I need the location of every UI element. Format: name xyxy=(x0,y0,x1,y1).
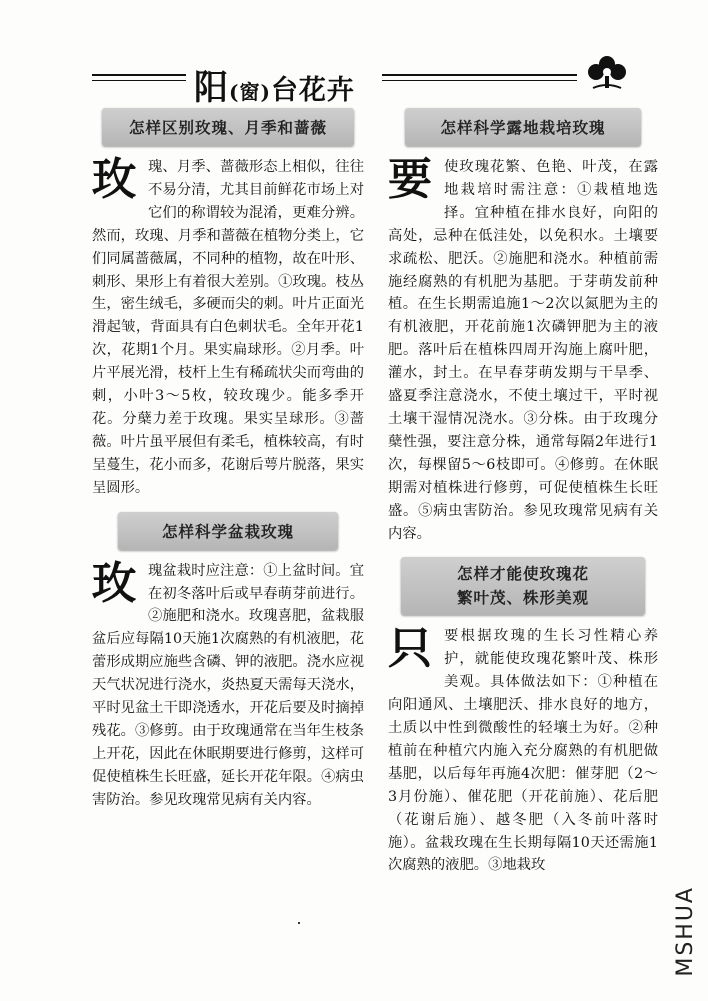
article-body xyxy=(92,156,364,500)
article-heading: 怎样科学盆栽玫瑰 xyxy=(118,512,338,550)
print-speck xyxy=(298,922,300,924)
page-header xyxy=(92,52,652,108)
article-text: 瑰盆栽时应注意：①上盆时间。宜在初冬落叶后或早春萌芽前进行。②施肥和浇水。玫瑰喜肥，盆栽服盆后应每隔10天施1次腐熟的有机液肥，花蕾形成期应施些含磷、钾的液肥。浇水应视天气状况进行浇水，炎热夏天需每天浇水，平时见盆土干即浇透水，开花后要及时摘掉残花。③修剪。由于玫瑰通常在当年生枝条上开花，因此在休眠期要进行修剪，这样可促使植株生长旺盛，延长开花年限。④病虫害防治。参见玫瑰常见病有关内容。 xyxy=(92,562,364,808)
article-heading: 怎样科学露地栽培玫瑰 xyxy=(405,108,641,146)
header-rule-left xyxy=(92,74,186,76)
drop-cap: 玫 xyxy=(92,154,134,205)
article-heading-line1: 怎样才能使玫瑰花 xyxy=(456,565,589,584)
section-title-paren: (窗) xyxy=(229,80,271,104)
left-column xyxy=(92,108,364,820)
article-heading: 怎样区别玫瑰、月季和蔷薇 xyxy=(102,108,354,146)
article-text: 使玫瑰花繁、色艳、叶茂，在露地栽培时需注意：①栽植地选择。宜种植在排水良好，向阳的高处，忌种在低洼处，以免积水。土壤要求疏松、肥沃。②施肥和浇水。种植前需施经腐熟的有机肥为基肥。于芽萌发前种植。在生长期需追施1～2次以氮肥为主的有机液肥，开花前施1次磷钾肥为主的液肥。落叶后在植株四周开沟施上腐叶肥，灌水，封土。在早春芽萌发期与干旱季、盛夏季注意浇水，不使土壤过干，平时视土壤干湿情况浇水。③分株。由于玫瑰分蘖性强，要注意分株，通常每隔2年进行1次，每棵留5～6枝即可。④修剪。在休眠期需对植株进行修剪，可促使植株生长旺盛。⑤病虫害防治。参见玫瑰常见病有关内容。 xyxy=(388,159,658,542)
article-heading-line2: 繁叶茂、株形美观 xyxy=(456,589,589,608)
article-text: 瑰、月季、蔷薇形态上相似，往往不易分清，尤其目前鲜花市场上对它们的称谓较为混淆，更难分辨。然而，玫瑰、月季和蔷薇在植物分类上，它们同属蔷薇属，不同种的植物，故在叶形、刺形、果形上有着很大差别。①玫瑰。枝丛生，密生绒毛，多硬而尖的刺。叶片正面光滑起皱，背面具有白色刺状毛。全年开花1次，花期1个月。果实扁球形。②月季。叶片平展光滑，枝杆上生有稀疏状尖而弯曲的刺，小叶3～5枚，较玫瑰少。能多季开花。分蘖力差于玫瑰。果实呈球形。③蔷薇。叶片虽平展但有柔毛，植株较高，有时呈蔓生，花小而多，花谢后萼片脱落，果实呈圆形。 xyxy=(92,159,364,496)
drop-cap: 要 xyxy=(388,154,430,205)
article-text: 要根据玫瑰的生长习性精心养护，就能使玫瑰花繁叶茂、株形美观。具体做法如下：①种植在向阳通风、土壤肥沃、排水良好的地方，土质以中性到微酸性的轻壤土为好。②种植前在种植穴内施入充分腐熟的有机肥做基肥，以后每年再施4次肥：催芽肥（2～3月份施）、催花肥（开花前施）、花后肥（花谢后施）、越冬肥（入冬前叶落时施）。盆栽玫瑰在生长期每隔10天还需施1次腐熟的液肥。③地栽玫 xyxy=(388,628,658,874)
watermark: MSHUA xyxy=(673,886,698,977)
article-body xyxy=(388,625,658,877)
section-title xyxy=(194,60,355,109)
flower-emblem-icon xyxy=(585,52,629,92)
section-title-rest: 台花卉 xyxy=(270,75,355,106)
header-rule-right-thin xyxy=(382,80,577,81)
article-body xyxy=(92,557,364,812)
header-rule-right xyxy=(382,74,577,76)
drop-cap: 玫 xyxy=(92,557,134,609)
article-body xyxy=(388,156,658,545)
article-heading xyxy=(401,557,645,615)
section-title-main: 阳 xyxy=(194,68,229,108)
drop-cap: 只 xyxy=(388,623,430,675)
header-rule-left-thin xyxy=(92,80,186,81)
right-column xyxy=(388,108,658,885)
